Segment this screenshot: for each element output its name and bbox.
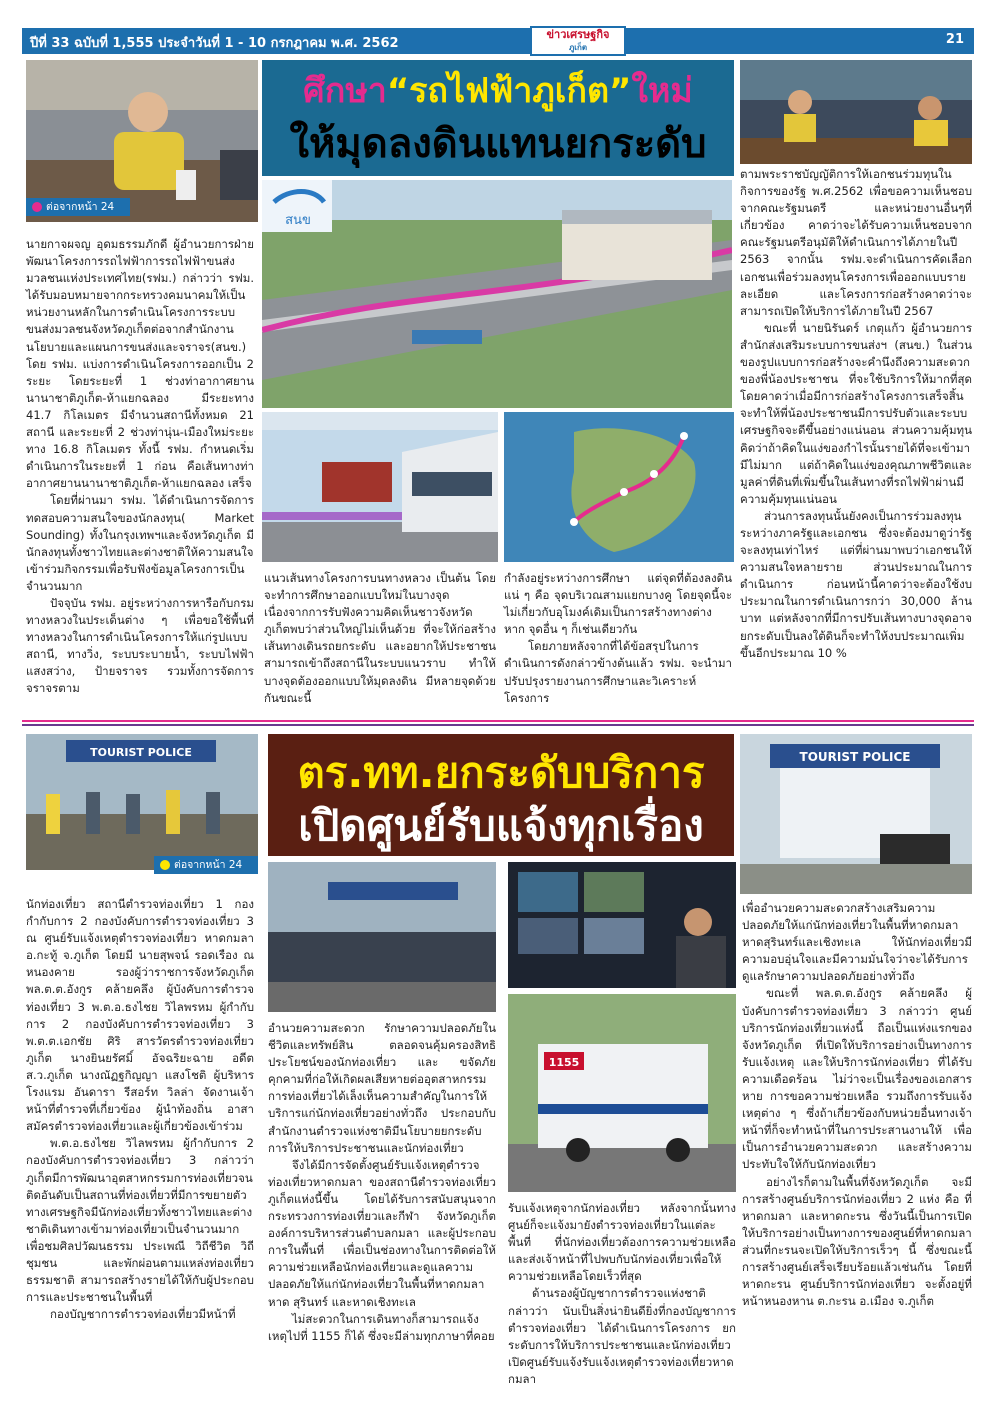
tag-dot-icon — [32, 202, 42, 212]
headline-tourist-police-line2: เปิดศูนย์รับแจ้งทุกเรื่อง — [298, 801, 704, 850]
photo-route-map — [504, 412, 734, 562]
masthead-subtitle: ภูเก็ต — [568, 42, 588, 52]
story1-column-1 — [26, 236, 254, 698]
story1-col1-para-1: นายกาจผจญ อุดมธรรมภักดี ผู้อำนวยการฝ่ายพัฒนาโครงการรถไฟฟ้าการรถไฟฟ้าขนส่งมวลชนแห่งประเทศไทย(รฟม.) กล่าวว่า รฟม. ได้รับมอบหมายจากกระทรวงคมนาคมให้เป็นหน่วยงานหลักในการดำเนินโครงการระบบขนส่งมวลชนจังหวัดภูเก็ตต่อจากสำนักงานนโยบายและแผนการขนส่งและจราจร(สนข.) โดย รฟม. แบ่งการดำเนินโครงการออกเป็น 2 ระยะ โดยระยะที่ 1 ช่วงท่าอากาศยานนานาชาติภูเก็ต-ห้าแยกฉลอง มีระยะทาง 41.7 กิโลเมตร มีจำนวนสถานีทั้งหมด 21 สถานี และระยะที่ 2 ช่วงท่านุ่น-เมืองใหม่ระยะทาง 16.8 กิโลเมตร ทั้งนี้ รฟม. กำหนดเริ่มดำเนินการในระยะที่ 1 ก่อน คือเส้นทางท่าอากาศยานนานาชาติภูเก็ต-ห้าแยกฉลอง เสร็จ — [26, 237, 254, 491]
story1-col4-para-2: ขณะที่ นายนิรันดร์ เกตุแก้ว ผู้อำนวยการสำนักส่งเสริมระบบการขนส่งฯ (สนข.) ในส่วนของรูปแบบการก่อสร้างจะคำนึงถึงความสะดวกของพี่น้องประชาชน ที่จะใช้บริการให้มากที่สุด โดยคาดว่าเมื่อมีการก่อสร้างโครงการเสร็จสิ้นจะทำให้พี่น้องประชาชนมีการปรับตัวและระบบเศรษฐกิจจะดีขึ้นอย่างแน่นอน ส่วนความคุ้มทุน คิดว่าถ้าคิดในแง่ของกำไรนั้นรายได้ที่จะเข้ามามีไม่มาก แต่ถ้าคิดในแง่ของคุณภาพชีวิตและมูลค่าที่ดินที่เพิ่มขึ้นในเส้นทางที่รถไฟฟ้าผ่านมีความคุ้มทุนแน่นอน — [740, 320, 972, 506]
issue-line: ปีที่ 33 ฉบับที่ 1,555 ประจำวันที่ 1 - 10 กรกฎาคม พ.ศ. 2562 — [30, 36, 399, 51]
section-divider — [22, 720, 974, 726]
van-number-text: 1155 — [548, 1056, 580, 1069]
headline-train — [262, 60, 734, 176]
story1-column-3 — [504, 570, 732, 707]
masthead-title: ข่าวเศรษฐกิจ — [546, 28, 610, 41]
render-logo-text: สนข — [285, 213, 311, 228]
story1-col1-para-3: ปัจจุบัน รฟม. อยู่ระหว่างการหารือกับกรมทางหลวงในประเด็นต่าง ๆ เพื่อขอใช้พื้นที่ทางหลวงในการดำเนินโครงการให้แก่รูปแบบสถานี, ทางวิ่ง, ระบบระบายน้ำ, ระบบไฟฟ้าแสงสว่าง, ป้ายจราจร รวมทั้งการจัดการจราจรตาม — [26, 595, 254, 696]
story2-col2-para-1: อำนวยความสะดวก รักษาความปลอดภัยในชีวิตและทรัพย์สิน ตลอดจนคุ้มครองสิทธิประโยชน์ของนักท่องเที่ยว และ ขจัดภัยคุกคามที่ก่อให้เกิดผลเสียหายต่ออุตสาหกรรมการท่องเที่ยวได้เล็งเห็นความสำคัญในการให้บริการแก่นักท่องเที่ยวอย่างทั่วถึง ประกอบกับสำนักงานตำรวจแห่งชาติมีนโยบายยกระดับการให้บริการประชาชนและนักท่องเที่ยว — [268, 1021, 496, 1155]
story2-col3-para-1: รับแจ้งเหตุจากนักท่องเที่ยว หลังจากนั้นทางศูนย์ก็จะแจ้งมายังตำรวจท่องเที่ยวในแต่ละพื้นที่ ที่นักท่องเที่ยวต้องการความช่วยเหลือ และส่งเจ้าหน้าที่ไปพบกับนักท่องเที่ยวเพื่อให้ความช่วยเหลือโดยเร็วที่สุด — [508, 1201, 736, 1284]
photo-officials-meeting — [740, 60, 972, 164]
photo-command-center — [508, 862, 736, 988]
story2-col1-para-1: นักท่องเที่ยว สถานีตำรวจท่องเที่ยว 1 กองกำกับการ 2 กองบังคับการตำรวจท่องเที่ยว 3 ณ ศูนย์รับแจ้งเหตุตำรวจท่องเที่ยว หาดกมลา อ.กะทู้ จ.ภูเก็ต โดยมี นายสุพจน์ รอดเรือง ณ หนองคาย รองผู้ว่าราชการจังหวัดภูเก็ต พล.ต.ต.อังกูร คล้ายคลึง ผู้บังคับการตำรวจท่องเที่ยว 3 พ.ต.อ.ธงไชย วิไลพรหม ผู้กำกับการ 2 กองบังคับการตำรวจท่องเที่ยว 3 พ.ต.ต.เอกชัย ศิริ สารวัตรตำรวจท่องเที่ยวภูเก็ต นางยินยรัศมิ์ อัจฉริยะฉาย อดีต ส.ว.ภูเก็ต นางณัฏฐกิญญา แสงโชติ ผู้บริหารโรงแรม อันดารา รีสอร์ท วิลล่า จัดงานเจ้าหน้าที่ตำรวจที่เกี่ยวข้อง ผู้นำท้องถิ่น อาสาสมัครตำรวจท่องเที่ยวและผู้เกี่ยวข้องเข้าร่วม — [26, 897, 254, 1134]
tag-dot-icon — [160, 860, 170, 870]
story2-column-1 — [26, 896, 254, 1323]
story2-column-2 — [268, 1020, 496, 1345]
story2-col4-para-3: อย่างไรก็ตามในพื้นที่จังหวัดภูเก็ต จะมีการสร้างศูนย์บริการนักท่องเที่ยว 2 แห่ง คือ ที่หาดกมลา และหาดกะรน ซึ่งวันนี้เป็นการเปิดให้บริการอย่างเป็นทางการของศูนย์ที่หาดกมลา ส่วนที่กะรนจะเปิดให้บริการเร็วๆ นี้ ซึ่งขณะนี้การสร้างศูนย์เสร็จเรียบร้อยแล้วเช่นกัน โดยที่หาดกะรน ศูนย์บริการนักท่องเที่ยว จะตั้งอยู่ที่หน้าหนองหาน ต.กะรน อ.เมือง จ.ภูเก็ต — [742, 1174, 972, 1309]
photo-tourist-police-booth-opening — [26, 734, 258, 870]
photo-tourist-police-booth-atv — [740, 734, 972, 894]
masthead-logo — [530, 26, 626, 56]
story1-col3-para-1: กำลังอยู่ระหว่างการศึกษา แต่จุดที่ต้องลงดินแน่ ๆ คือ จุดบริเวณสามแยกบางคู โดยจุดนี้จะไม่เกี่ยวกับอุโมงค์เดิมเป็นการสร้างทางต่างหาก จุดอื่น ๆ ก็เช่นเดียวกัน — [504, 571, 732, 637]
story1-column-4 — [740, 166, 972, 662]
page-header-bar — [22, 28, 974, 54]
story2-col1-para-3: กองบัญชาการตำรวจท่องเที่ยวมีหน้าที่ — [50, 1307, 236, 1322]
photo-tram-render — [262, 412, 498, 562]
photo-police-van-1155 — [508, 994, 736, 1192]
page-number: 21 — [945, 32, 964, 47]
sign-text-1: TOURIST POLICE — [90, 746, 192, 759]
headline-train-line2: ให้มุดลงดินแทนยกระดับ — [289, 121, 707, 167]
headline-train-line1: ศึกษา“รถไฟฟ้าภูเก็ต”ใหม่ — [303, 71, 693, 111]
story2-col4-para-2: ขณะที่ พล.ต.ต.อังกูร คล้ายคลึง ผู้บังคับการตำรวจท่องเที่ยว 3 กล่าวว่า ศูนย์บริการนักท่องเที่ยวแห่งนี้ ถือเป็นแห่งแรกของจังหวัดภูเก็ต ที่เปิดให้บริการอย่างเป็นทางการรับแจ้งเหตุ และให้บริการนักท่องเที่ยว ที่ได้รับความเดือดร้อน ไม่ว่าจะเป็นเรื่องของเอกสารหาย การขอความช่วยเหลือ รวมถึงการรับแจ้งเหตุต่าง ๆ ซึ่งถ้าเกี่ยวข้องกับหน่วยอื่นทางเจ้าหน้าที่ก็จะทำหน้าที่ในการประสานงานให้ เพื่อเป็นการอำนวยความสะดวก และสร้างความประทับใจให้กับนักท่องเที่ยว — [742, 986, 972, 1172]
story1-col3-para-2: โดยภายหลังจากที่ได้ข้อสรุปในการดำเนินการดังกล่าวข้างต้นแล้ว รฟม. จะนำมาปรับปรุงรายงานการศึกษาและวิเคราะห์โครงการ — [504, 639, 732, 705]
photo-police-group — [268, 862, 496, 1012]
story2-col3-para-2: ด้านรองผู้บัญชาการตำรวจแห่งชาติ กล่าวว่า นับเป็นสิ่งน่ายินดียิ่งที่กองบัญชาการตำรวจท่องเที่ยว ได้ดำเนินการโครงการ ยกระดับการให้บริการประชาชนและนักท่องเที่ยว เปิดศูนย์รับแจ้งรับแจ้งเหตุตำรวจท่องเที่ยวหาดกมลา — [508, 1286, 736, 1386]
story1-col1-para-2: โดยที่ผ่านมา รฟม. ได้ดำเนินการจัดการทดสอบความสนใจของนักลงทุน( Market Sounding) ทั้งในกรุงเทพฯและจังหวัดภูเก็ต มีนักลงทุนทั้งชาวไทยและต่างชาติให้ความสนใจเข้าร่วมกิจกรรมเพื่อรับฟังข้อมูลโครงการเป็นจำนวนมาก — [26, 493, 254, 593]
continued-from-tag-2: ต่อจากหน้า 24 — [154, 856, 258, 874]
headline-tourist-police-line1: ตร.ทท.ยกระดับบริการ — [297, 748, 705, 797]
story1-column-2 — [264, 570, 496, 707]
photo-station-render — [262, 180, 732, 408]
story1-col4-para-1: ตามพระราชบัญญัติการให้เอกชนร่วมทุนในกิจการของรัฐ พ.ศ.2562 เพื่อขอความเห็นชอบจากคณะรัฐมนตรี และหน่วยงานอื่นๆที่เกี่ยวข้อง คาดว่าจะได้รับความเห็นชอบจากคณะรัฐมนตรีอนุมัติให้ดำเนินการได้ภายในปี 2563 จากนั้น รฟม.จะดำเนินการคัดเลือกเอกชนเพื่อร่วมลงทุนโครงการเพื่อออกแบบรายละเอียด และโครงการก่อสร้างคาดว่าจะสามารถเปิดให้บริการได้ภายในปี 2567 — [740, 167, 972, 318]
story2-col2-para-3: ไม่สะดวกในการเดินทางก็สามารถแจ้งเหตุไปที่ 1155 ก็ได้ ซึ่งจะมีล่ามทุกภาษาที่คอย — [268, 1311, 495, 1343]
story2-col2-para-2: จึงได้มีการจัดตั้งศูนย์รับแจ้งเหตุตำรวจท่องเที่ยวหาดกมลา ของสถานีตำรวจท่องเที่ยวภูเก็ตแห่งนี้ขึ้น โดยได้รับการสนับสนุนจากกระทรวงการท่องเที่ยวและกีฬา จังหวัดภูเก็ต องค์การบริหารส่วนตำบลกมลา และผู้ประกอบการในพื้นที่ เพื่อเป็นช่องทางในการติดต่อให้ความช่วยเหลือนักท่องเที่ยวและดูแลความปลอดภัยให้แก่นักท่องเที่ยวในพื้นที่หาดกมลา หาด สุรินทร์ และหาดเชิงทะเล — [268, 1157, 496, 1309]
story1-col2-para-1: แนวเส้นทางโครงการบนทางหลวง เป็นต้น โดยจะทำการศึกษาออกแบบใหม่ในบางจุด เนื่องจากการรับฟังความคิดเห็นชาวจังหวัดภูเก็ตพบว่าส่วนใหญ่ไม่เห็นด้วย ที่จะให้ก่อสร้างเส้นทางเดินรถยกระดับ และอยากให้ประชาชนสามารถเข้าถึงสถานีในระบบแนวราบ ทำให้บางจุดต้องออกแบบให้มุดลงดิน มีหลายจุดด้วยกันขณะนี้ — [264, 571, 496, 705]
sign-text-2: TOURIST POLICE — [799, 750, 911, 764]
story2-col1-para-2: พ.ต.อ.ธงไชย วิไลพรหม ผู้กำกับการ 2 กองบังคับการตำรวจท่องเที่ยว 3 กล่าวว่า ภูเก็ตมีการพัฒนาอุตสาหกรรมการท่องเที่ยวจนติดอันดับเป็นสถานที่ท่องเที่ยวที่มีการขยายตัวทางเศรษฐกิจมีนักท่องเที่ยวทั้งชาวไทยและต่างชาติเดินทางเข้ามาท่องเที่ยวเป็นจำนวนมาก เพื่อชมศิลปวัฒนธรรม ประเพณี วิถีชีวิต วิถีชุมชน และพักผ่อนตามแหล่งท่องเที่ยวธรรมชาติ สามารถสร้างรายได้ให้กับผู้ประกอบการและประชาชนในพื้นที่ — [26, 1136, 254, 1305]
story2-column-3 — [508, 1200, 736, 1388]
continued-from-tag-1: ต่อจากหน้า 24 — [26, 198, 130, 216]
story2-col4-para-1: เพื่ออำนวยความสะดวกสร้างเสริมความปลอดภัยให้แก่นักท่องเที่ยวในพื้นที่หาดกมลาหาดสุรินทร์และเชิงทะเล ให้นักท่องเที่ยวมีความอบอุ่นใจและมีความมั่นใจว่าจะได้รับการดูแลรักษาความปลอดภัยอย่างทั่วถึง — [742, 901, 972, 984]
story1-col4-para-3: ส่วนการลงทุนนั้นยังคงเป็นการร่วมลงทุนระหว่างภาครัฐและเอกชน ซึ่งจะต้องมาดูว่ารัฐจะลงทุนเท่าไหร่ แต่ที่ผ่านมาพบว่าเอกชนให้ความสนใจหลายราย ส่วนประมาณในการดำเนินการ ก่อนหน้านี้คาดว่าจะต้องใช้งบประมาณในการดำเนินการกว่า 30,000 ล้านบาท แต่หลังจากที่มีการปรับเส้นทางบางจุดอาจยกระดับเป็นลงใต้ดินก็จะทำให้งบประมาณเพิ่มขึ้นอีกประมาณ 10 % — [740, 508, 972, 660]
story2-column-4 — [742, 900, 972, 1310]
headline-tourist-police — [268, 734, 734, 856]
